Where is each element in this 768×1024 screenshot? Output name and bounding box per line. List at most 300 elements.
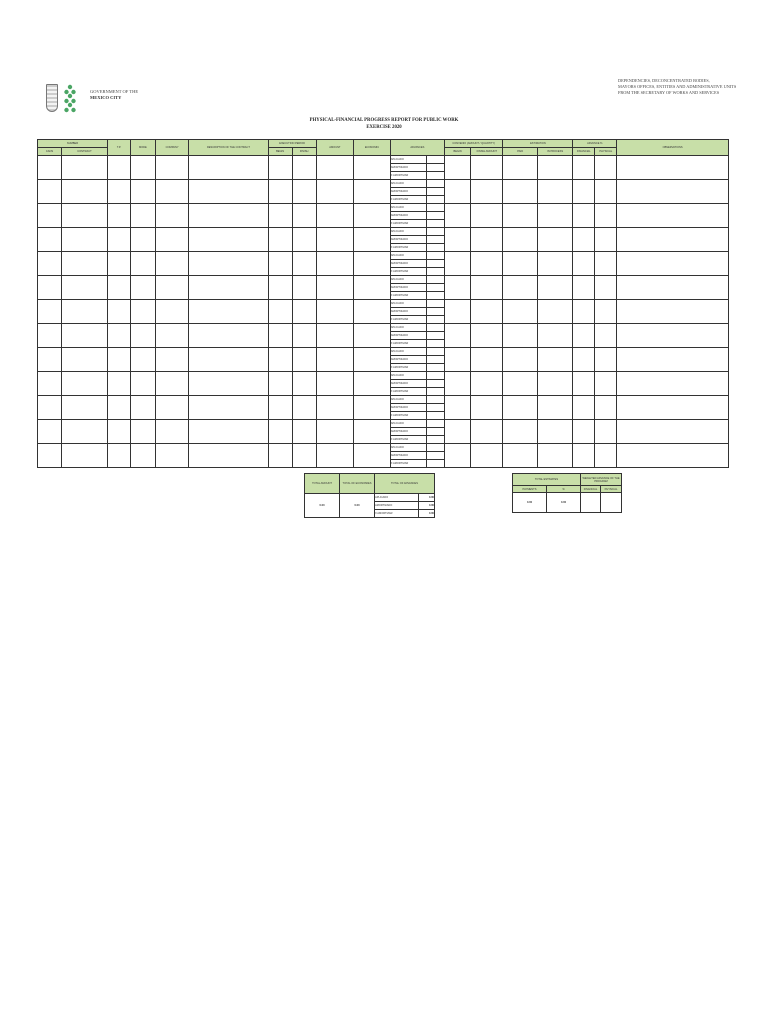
table-cell bbox=[268, 228, 292, 252]
dependency-line-3: FROM THE SECRETARY OF WORKS AND SERVICES bbox=[618, 90, 720, 95]
table-cell bbox=[62, 228, 108, 252]
advance-label: X AMORTIZAR bbox=[390, 220, 427, 228]
table-cell bbox=[130, 420, 155, 444]
table-cell bbox=[292, 420, 316, 444]
table-cell bbox=[354, 324, 391, 348]
table-cell bbox=[537, 324, 573, 348]
table-cell bbox=[573, 396, 595, 420]
table-cell bbox=[445, 180, 471, 204]
table-cell bbox=[107, 396, 130, 420]
advance-value bbox=[427, 340, 445, 348]
table-cell bbox=[471, 300, 503, 324]
table-cell bbox=[62, 204, 108, 228]
table-cell bbox=[107, 228, 130, 252]
table-cell bbox=[573, 300, 595, 324]
table-cell bbox=[155, 228, 188, 252]
col-physical: PHYSICAL bbox=[595, 148, 617, 156]
table-cell bbox=[107, 204, 130, 228]
advance-value bbox=[427, 260, 445, 268]
table-cell bbox=[155, 396, 188, 420]
total-economies-header: TOTAL OF ECONOMIES bbox=[340, 474, 375, 494]
table-cell bbox=[537, 228, 573, 252]
table-cell bbox=[189, 444, 268, 468]
advance-value bbox=[427, 372, 445, 380]
table-cell bbox=[445, 252, 471, 276]
table-cell bbox=[130, 396, 155, 420]
advance-value bbox=[427, 300, 445, 308]
advance-value bbox=[427, 244, 445, 252]
cdmx-flower-logo-icon bbox=[64, 84, 76, 114]
advance-label: X AMORTIZAR bbox=[390, 412, 427, 420]
table-cell bbox=[155, 276, 188, 300]
advance-value bbox=[427, 164, 445, 172]
advance-value-amortized: 0.00 bbox=[419, 502, 435, 510]
table-cell bbox=[292, 372, 316, 396]
advance-value bbox=[427, 172, 445, 180]
table-cell bbox=[537, 348, 573, 372]
table-cell bbox=[155, 204, 188, 228]
advance-value bbox=[427, 180, 445, 188]
table-row bbox=[38, 252, 729, 260]
table-cell bbox=[268, 180, 292, 204]
table-cell bbox=[62, 348, 108, 372]
table-cell bbox=[189, 420, 268, 444]
table-cell bbox=[130, 444, 155, 468]
table-cell bbox=[292, 228, 316, 252]
report-title: PHYSICAL-FINANCIAL PROGRESS REPORT FOR PUBLIC WORK bbox=[309, 118, 459, 123]
table-cell bbox=[595, 252, 617, 276]
table-cell bbox=[268, 204, 292, 228]
table-cell bbox=[316, 324, 354, 348]
table-cell bbox=[107, 300, 130, 324]
table-cell bbox=[354, 372, 391, 396]
table-cell bbox=[107, 444, 130, 468]
advance-label: AMORTIZADO bbox=[390, 332, 427, 340]
col-advances: ADVANCES bbox=[390, 140, 444, 156]
table-cell bbox=[573, 324, 595, 348]
table-cell bbox=[354, 444, 391, 468]
table-cell bbox=[471, 348, 503, 372]
table-cell bbox=[292, 444, 316, 468]
advance-label: APLICADO bbox=[390, 276, 427, 284]
advance-value bbox=[427, 452, 445, 460]
physical-header: PHYSICAL bbox=[601, 486, 622, 493]
total-advances-header: TOTAL OF ADVANCES bbox=[375, 474, 435, 494]
advance-label-applied: APLICADO bbox=[375, 494, 419, 502]
table-cell bbox=[38, 444, 62, 468]
table-cell bbox=[537, 156, 573, 180]
table-cell bbox=[354, 300, 391, 324]
table-cell bbox=[445, 300, 471, 324]
advance-label: X AMORTIZAR bbox=[390, 388, 427, 396]
advance-label: APLICADO bbox=[390, 252, 427, 260]
table-cell bbox=[268, 420, 292, 444]
advance-label: AMORTIZADO bbox=[390, 356, 427, 364]
advance-value bbox=[427, 404, 445, 412]
group-header-agreement: CONVENIO (AMOUNT / QUANTITY) bbox=[445, 140, 503, 148]
table-row bbox=[38, 276, 729, 284]
payments-header: PAYMENTS bbox=[513, 486, 547, 493]
table-cell bbox=[617, 276, 729, 300]
table-cell bbox=[62, 156, 108, 180]
advance-value-to-amortize: 0.00 bbox=[419, 510, 435, 518]
group-header-advance: ADVANCE % bbox=[573, 140, 617, 148]
col-observations: OBSERVATIONS bbox=[617, 140, 729, 156]
advance-value bbox=[427, 348, 445, 356]
col-mode: MODE bbox=[130, 140, 155, 156]
table-cell bbox=[155, 252, 188, 276]
table-cell bbox=[292, 180, 316, 204]
table-cell bbox=[189, 204, 268, 228]
col-agreement-finish: FINISH AMOUNT bbox=[471, 148, 503, 156]
table-cell bbox=[62, 180, 108, 204]
table-cell bbox=[292, 204, 316, 228]
table-cell bbox=[573, 444, 595, 468]
weighted-advance-header: WEIGHTED ADVANCE OF THE PROGRAM bbox=[581, 474, 622, 486]
total-amount-header: TOTAL AMOUNT bbox=[305, 474, 340, 494]
table-row bbox=[38, 396, 729, 404]
advance-value bbox=[427, 188, 445, 196]
total-estimates-header: TOTAL ESTIMATES bbox=[513, 474, 581, 486]
table-cell bbox=[107, 372, 130, 396]
table-cell bbox=[503, 444, 537, 468]
table-cell bbox=[537, 372, 573, 396]
table-cell bbox=[189, 372, 268, 396]
gov-line-1: GOVERNMENT OF THE bbox=[90, 89, 139, 94]
table-cell bbox=[595, 444, 617, 468]
table-row bbox=[38, 444, 729, 452]
table-cell bbox=[107, 180, 130, 204]
table-cell bbox=[354, 348, 391, 372]
table-cell bbox=[471, 204, 503, 228]
table-cell bbox=[617, 372, 729, 396]
advance-label: APLICADO bbox=[390, 324, 427, 332]
advance-label: APLICADO bbox=[390, 156, 427, 164]
table-cell bbox=[38, 252, 62, 276]
advance-value bbox=[427, 364, 445, 372]
table-cell bbox=[503, 420, 537, 444]
table-cell bbox=[573, 276, 595, 300]
table-cell bbox=[38, 204, 62, 228]
group-header-estimation: ESTIMATION bbox=[503, 140, 573, 148]
table-cell bbox=[189, 276, 268, 300]
table-row bbox=[38, 324, 729, 332]
table-cell bbox=[471, 276, 503, 300]
table-cell bbox=[62, 420, 108, 444]
table-cell bbox=[38, 156, 62, 180]
table-cell bbox=[573, 348, 595, 372]
advance-value bbox=[427, 316, 445, 324]
advance-label: APLICADO bbox=[390, 348, 427, 356]
table-cell bbox=[445, 396, 471, 420]
table-cell bbox=[130, 228, 155, 252]
table-cell bbox=[471, 444, 503, 468]
col-financial: FINANCIAL bbox=[573, 148, 595, 156]
col-tp: T.P. bbox=[107, 140, 130, 156]
table-cell bbox=[617, 156, 729, 180]
table-cell bbox=[503, 372, 537, 396]
table-cell bbox=[38, 276, 62, 300]
table-cell bbox=[537, 252, 573, 276]
table-cell bbox=[573, 252, 595, 276]
table-cell bbox=[573, 180, 595, 204]
advance-value bbox=[427, 412, 445, 420]
table-cell bbox=[62, 444, 108, 468]
table-cell bbox=[38, 228, 62, 252]
table-cell bbox=[595, 396, 617, 420]
table-cell bbox=[189, 228, 268, 252]
financial-value bbox=[581, 493, 601, 513]
table-cell bbox=[354, 180, 391, 204]
advance-label-to-amortize: X AMORTIZAR bbox=[375, 510, 419, 518]
advance-value bbox=[427, 228, 445, 236]
table-cell bbox=[292, 300, 316, 324]
dependency-line-1: DEPENDENCIES, DECONCENTRATED BODIES, bbox=[618, 78, 710, 83]
table-cell bbox=[292, 324, 316, 348]
advance-value bbox=[427, 420, 445, 428]
table-cell bbox=[573, 228, 595, 252]
table-cell bbox=[537, 396, 573, 420]
table-row bbox=[38, 204, 729, 212]
advance-label: APLICADO bbox=[390, 300, 427, 308]
table-cell bbox=[503, 204, 537, 228]
table-cell bbox=[292, 396, 316, 420]
table-cell bbox=[268, 156, 292, 180]
table-cell bbox=[155, 180, 188, 204]
table-cell bbox=[503, 228, 537, 252]
advance-label: X AMORTIZAR bbox=[390, 196, 427, 204]
col-contract: CONTRACT bbox=[62, 148, 108, 156]
advance-label: AMORTIZADO bbox=[390, 188, 427, 196]
table-cell bbox=[595, 324, 617, 348]
table-cell bbox=[316, 300, 354, 324]
advance-value bbox=[427, 388, 445, 396]
advance-value bbox=[427, 324, 445, 332]
table-cell bbox=[316, 228, 354, 252]
table-cell bbox=[537, 420, 573, 444]
table-cell bbox=[595, 204, 617, 228]
table-cell bbox=[445, 276, 471, 300]
table-cell bbox=[503, 156, 537, 180]
advance-label: APLICADO bbox=[390, 372, 427, 380]
gov-line-2: MEXICO CITY bbox=[90, 95, 122, 100]
table-cell bbox=[354, 204, 391, 228]
table-cell bbox=[107, 252, 130, 276]
table-cell bbox=[316, 420, 354, 444]
table-cell bbox=[471, 420, 503, 444]
table-cell bbox=[189, 156, 268, 180]
table-cell bbox=[537, 300, 573, 324]
table-cell bbox=[316, 348, 354, 372]
table-cell bbox=[155, 300, 188, 324]
table-row bbox=[38, 372, 729, 380]
advance-value bbox=[427, 252, 445, 260]
table-cell bbox=[130, 276, 155, 300]
col-agreement-begin: BEGIN bbox=[445, 148, 471, 156]
table-cell bbox=[189, 324, 268, 348]
advance-label: AMORTIZADO bbox=[390, 260, 427, 268]
col-in-process: IN PROCESS bbox=[537, 148, 573, 156]
advance-value bbox=[427, 356, 445, 364]
table-cell bbox=[595, 348, 617, 372]
table-cell bbox=[503, 324, 537, 348]
table-cell bbox=[471, 180, 503, 204]
financial-header: FINANCIAL bbox=[581, 486, 601, 493]
table-cell bbox=[617, 396, 729, 420]
table-cell bbox=[130, 180, 155, 204]
table-cell bbox=[62, 396, 108, 420]
table-cell bbox=[316, 252, 354, 276]
table-cell bbox=[573, 420, 595, 444]
table-cell bbox=[130, 372, 155, 396]
table-cell bbox=[107, 324, 130, 348]
physical-value bbox=[601, 493, 622, 513]
table-cell bbox=[537, 204, 573, 228]
table-cell bbox=[471, 396, 503, 420]
advance-label: AMORTIZADO bbox=[390, 380, 427, 388]
table-row bbox=[38, 180, 729, 188]
table-cell bbox=[316, 204, 354, 228]
table-cell bbox=[471, 156, 503, 180]
table-cell bbox=[445, 420, 471, 444]
advance-label: X AMORTIZAR bbox=[390, 364, 427, 372]
table-cell bbox=[537, 276, 573, 300]
table-cell bbox=[617, 228, 729, 252]
dependency-line-2: MAYORS OFFICES, ENTITIES AND ADMINISTRATIVE UNITS bbox=[618, 84, 737, 89]
table-cell bbox=[445, 348, 471, 372]
table-row bbox=[38, 348, 729, 356]
table-cell bbox=[617, 252, 729, 276]
advance-label: AMORTIZADO bbox=[390, 212, 427, 220]
table-cell bbox=[292, 156, 316, 180]
table-cell bbox=[38, 348, 62, 372]
advance-label: APLICADO bbox=[390, 180, 427, 188]
summary-right-table bbox=[512, 473, 622, 513]
table-cell bbox=[503, 348, 537, 372]
advance-value bbox=[427, 268, 445, 276]
col-description: DESCRIPTION OF THE CONTRACT bbox=[189, 140, 268, 156]
advance-label: AMORTIZADO bbox=[390, 164, 427, 172]
col-begin: BEGIN bbox=[268, 148, 292, 156]
advance-label: X AMORTIZAR bbox=[390, 244, 427, 252]
table-cell bbox=[155, 348, 188, 372]
table-cell bbox=[292, 252, 316, 276]
table-row bbox=[38, 228, 729, 236]
advance-value bbox=[427, 380, 445, 388]
table-cell bbox=[595, 420, 617, 444]
table-cell bbox=[155, 420, 188, 444]
table-cell bbox=[503, 252, 537, 276]
table-cell bbox=[130, 324, 155, 348]
advance-label: APLICADO bbox=[390, 204, 427, 212]
col-paid: PAID bbox=[503, 148, 537, 156]
table-cell bbox=[595, 372, 617, 396]
advance-label: AMORTIZADO bbox=[390, 404, 427, 412]
total-economies-value: 0.00 bbox=[340, 494, 375, 518]
report-subtitle: EXERCISE 2020 bbox=[366, 125, 402, 130]
table-cell bbox=[445, 324, 471, 348]
table-cell bbox=[268, 372, 292, 396]
table-cell bbox=[354, 156, 391, 180]
table-cell bbox=[617, 444, 729, 468]
advance-value bbox=[427, 308, 445, 316]
advance-label: APLICADO bbox=[390, 420, 427, 428]
table-cell bbox=[189, 348, 268, 372]
percent-header: % bbox=[547, 486, 581, 493]
table-cell bbox=[503, 180, 537, 204]
table-cell bbox=[595, 276, 617, 300]
table-cell bbox=[617, 180, 729, 204]
advance-value bbox=[427, 220, 445, 228]
table-cell bbox=[316, 444, 354, 468]
table-cell bbox=[268, 300, 292, 324]
percent-value: 0.00 bbox=[547, 493, 581, 513]
table-cell bbox=[595, 156, 617, 180]
table-cell bbox=[573, 204, 595, 228]
coat-of-arms-icon bbox=[46, 84, 58, 112]
table-cell bbox=[155, 324, 188, 348]
advance-label: AMORTIZADO bbox=[390, 452, 427, 460]
table-cell bbox=[537, 180, 573, 204]
table-cell bbox=[268, 252, 292, 276]
payments-value: 0.00 bbox=[513, 493, 547, 513]
table-cell bbox=[354, 396, 391, 420]
table-cell bbox=[354, 420, 391, 444]
table-cell bbox=[445, 156, 471, 180]
table-cell bbox=[189, 300, 268, 324]
advance-value bbox=[427, 460, 445, 468]
table-cell bbox=[130, 252, 155, 276]
table-cell bbox=[503, 396, 537, 420]
table-cell bbox=[38, 324, 62, 348]
table-cell bbox=[471, 372, 503, 396]
advance-label: X AMORTIZAR bbox=[390, 460, 427, 468]
table-cell bbox=[38, 372, 62, 396]
table-cell bbox=[268, 396, 292, 420]
col-cans: CANS bbox=[38, 148, 62, 156]
advance-value bbox=[427, 236, 445, 244]
table-cell bbox=[316, 156, 354, 180]
table-cell bbox=[38, 396, 62, 420]
table-cell bbox=[107, 420, 130, 444]
col-finish: FINISH bbox=[292, 148, 316, 156]
table-cell bbox=[292, 348, 316, 372]
advance-label: X AMORTIZAR bbox=[390, 172, 427, 180]
table-cell bbox=[130, 300, 155, 324]
table-cell bbox=[445, 372, 471, 396]
table-cell bbox=[189, 252, 268, 276]
table-cell bbox=[445, 228, 471, 252]
advance-value bbox=[427, 332, 445, 340]
table-cell bbox=[354, 276, 391, 300]
advance-label: APLICADO bbox=[390, 396, 427, 404]
progress-table bbox=[37, 139, 729, 468]
col-company: COMPANY bbox=[155, 140, 188, 156]
advance-value bbox=[427, 444, 445, 452]
table-cell bbox=[617, 348, 729, 372]
advance-label: X AMORTIZAR bbox=[390, 316, 427, 324]
table-cell bbox=[130, 204, 155, 228]
advance-label: X AMORTIZAR bbox=[390, 436, 427, 444]
table-cell bbox=[573, 372, 595, 396]
table-cell bbox=[62, 300, 108, 324]
table-cell bbox=[445, 444, 471, 468]
advance-value bbox=[427, 428, 445, 436]
table-cell bbox=[62, 324, 108, 348]
advance-value bbox=[427, 396, 445, 404]
advance-label: AMORTIZADO bbox=[390, 236, 427, 244]
advance-label: APLICADO bbox=[390, 228, 427, 236]
